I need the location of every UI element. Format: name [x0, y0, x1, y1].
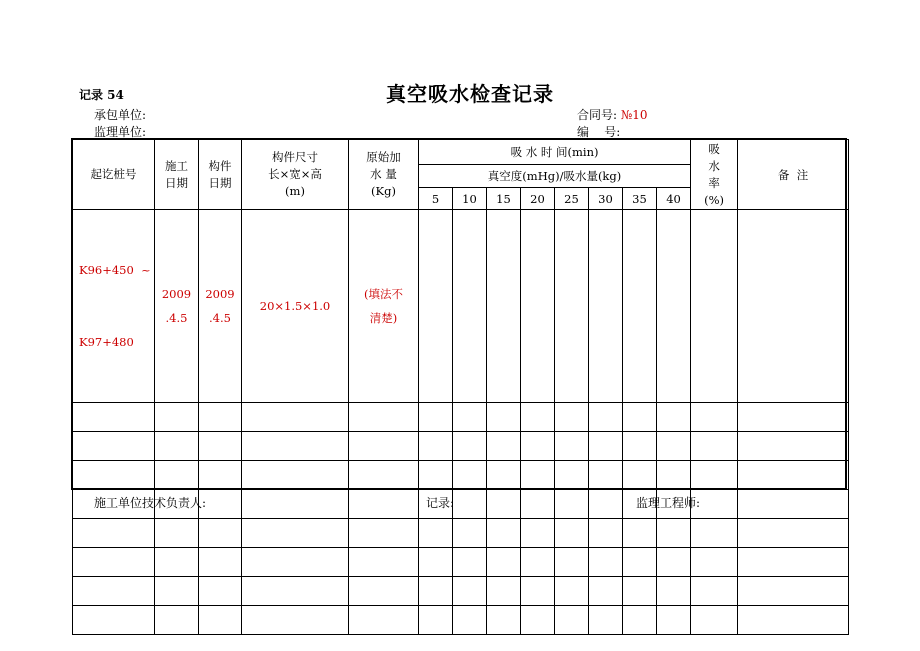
header-time-15: 15 [487, 188, 521, 210]
header-time-group: 吸 水 时 间(min) [419, 140, 691, 165]
table-row [73, 519, 849, 548]
header-station: 起讫桩号 [73, 140, 155, 210]
contractor-label: 承包单位: [94, 108, 147, 122]
cell-station-line1: K96+450 ~ [79, 263, 151, 277]
cell-member-date-line2: .4.5 [209, 311, 231, 325]
table-row [73, 461, 849, 490]
inspection-table [72, 139, 849, 635]
header-construction-date-line1: 施工 [165, 158, 188, 173]
header-vacuum-group: 真空度(mHg)/吸水量(kg) [419, 165, 691, 188]
contract-label [577, 106, 648, 123]
header-member-date-line2: 日期 [208, 175, 232, 190]
page-title: 真空吸水检查记录 [386, 82, 554, 106]
header-member-size-line1: 构件尺寸 [272, 150, 318, 164]
contract-no-label: 合同号: [577, 108, 618, 122]
header-rate-line1: 吸 [708, 141, 720, 156]
header-orig-weight-line1: 原始加 [366, 150, 401, 164]
supervisor-label: 监理单位: [94, 125, 147, 139]
header-member-date-line1: 构件 [208, 158, 232, 173]
header-time-5: 5 [419, 188, 453, 210]
cell-construction-date [155, 210, 199, 403]
header-time-10: 10 [453, 188, 487, 210]
header-rate-line4: (%) [704, 192, 725, 207]
header-member-date [199, 140, 242, 210]
header-rate-line3: 率 [708, 175, 720, 190]
record-number: 记录 54 [79, 88, 124, 102]
cell-station-line2: K97+480 [79, 335, 134, 349]
table-row [73, 403, 849, 432]
header-time-30: 30 [589, 188, 623, 210]
cell-orig-weight [349, 210, 419, 403]
footer-recorder: 记录: [426, 496, 455, 510]
table-row [73, 432, 849, 461]
cell-member-date [199, 210, 242, 403]
header-rate [691, 140, 738, 210]
table-row [73, 577, 849, 606]
header-orig-weight-line2: 水 量 [370, 167, 397, 181]
header-orig-weight-line3: (Kg) [371, 184, 396, 198]
header-member-size-line3: (m) [285, 184, 305, 198]
header-time-40: 40 [657, 188, 691, 210]
cell-member-date-line1: 2009 [205, 287, 235, 301]
header-construction-date-line2: 日期 [165, 175, 188, 190]
table-row [73, 210, 849, 403]
footer-engineer: 监理工程师: [636, 496, 701, 510]
cell-member-size: 20×1.5×1.0 [242, 210, 349, 403]
contract-no-value: №10 [620, 108, 648, 122]
footer-tech-lead: 施工单位技术负责人: [94, 496, 207, 510]
cell-orig-weight-line1: (填法不 [364, 287, 403, 301]
header-remarks: 备 注 [738, 140, 849, 210]
header-member-size-line2: 长×宽×高 [268, 167, 322, 181]
header-rate-line2: 水 [708, 158, 720, 173]
serial-label: 编 号: [577, 125, 621, 139]
cell-construction-date-line2: .4.5 [165, 311, 188, 325]
header-orig-weight [349, 140, 419, 210]
header-time-35: 35 [623, 188, 657, 210]
cell-station [73, 210, 155, 403]
cell-construction-date-line1: 2009 [161, 287, 192, 301]
header-member-size [242, 140, 349, 210]
table-row [73, 606, 849, 635]
table-row [73, 548, 849, 577]
cell-orig-weight-line2: 清楚) [369, 311, 398, 325]
header-time-20: 20 [521, 188, 555, 210]
header-time-25: 25 [555, 188, 589, 210]
header-construction-date [155, 140, 199, 210]
